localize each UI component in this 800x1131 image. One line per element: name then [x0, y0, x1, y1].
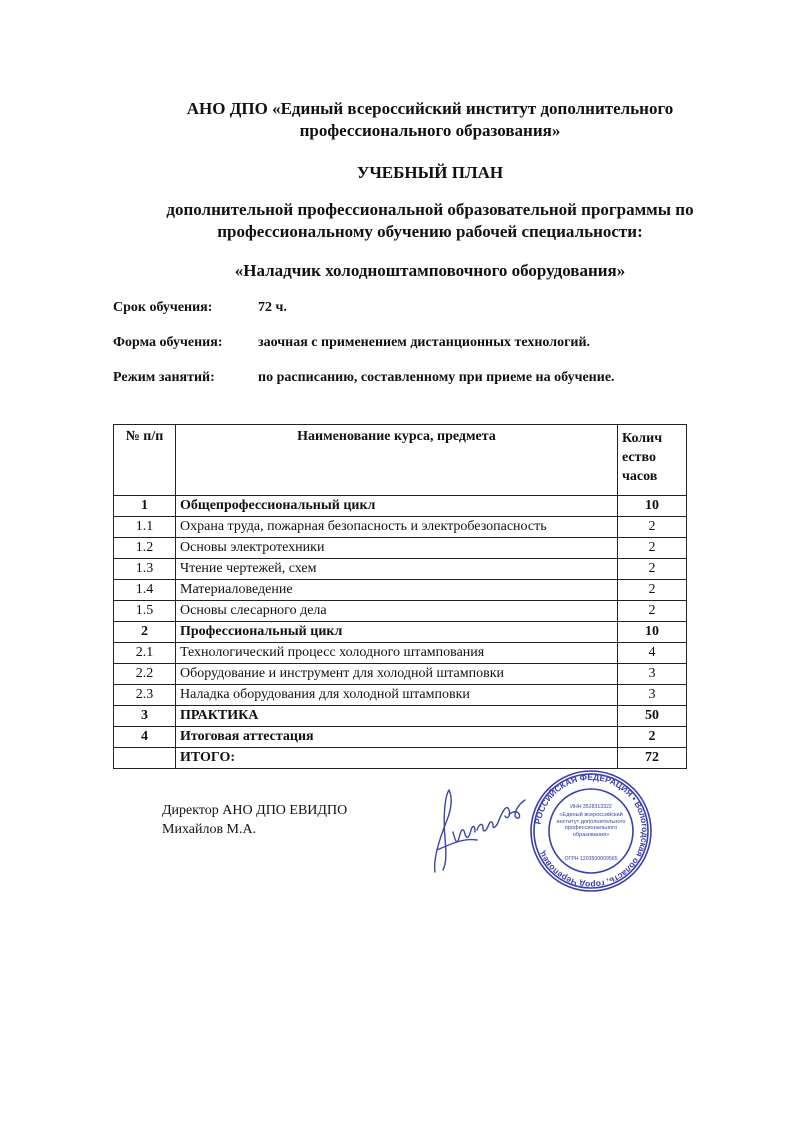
header-num: № п/п [114, 425, 176, 496]
row-hours: 4 [618, 643, 687, 664]
table-row [114, 496, 687, 517]
row-num [114, 748, 176, 769]
row-name: Чтение чертежей, схем [176, 559, 618, 580]
director-name: Михайлов М.А. [162, 822, 257, 837]
stamp-outer-text: РОССИЙСКАЯ ФЕДЕРАЦИЯ • Вологодская область, город Череповец [532, 771, 651, 891]
table-row [114, 706, 687, 727]
curriculum-table [113, 424, 687, 769]
form-value: заочная с применением дистанционных технологий. [258, 335, 591, 350]
handwritten-signature [425, 780, 545, 880]
row-hours: 2 [618, 538, 687, 559]
row-num: 2.3 [114, 685, 176, 706]
form-label: Форма обучения: [113, 335, 223, 350]
row-hours: 2 [618, 517, 687, 538]
row-num: 2.1 [114, 643, 176, 664]
duration-value: 72 ч. [258, 300, 287, 315]
schedule-value: по расписанию, составленному при приеме на обучение. [258, 370, 615, 385]
row-num: 2 [114, 622, 176, 643]
row-name: Оборудование и инструмент для холодной штамповки [176, 664, 618, 685]
director-position: Директор АНО ДПО ЕВИДПО [162, 803, 348, 818]
table-row [114, 664, 687, 685]
row-name: Основы электротехники [176, 538, 618, 559]
row-num: 1.1 [114, 517, 176, 538]
row-num: 1.3 [114, 559, 176, 580]
organization-title: АНО ДПО «Единый всероссийский институт дополнительного профессионального образования» [186, 99, 674, 140]
table-row [114, 559, 687, 580]
stamp-ogrn: ОГРН 1203500009565 [564, 856, 618, 862]
stamp-inner-text: «Единый всероссийский институт дополнительного профессионального образования» [556, 812, 626, 838]
duration-label: Срок обучения: [113, 300, 213, 315]
signature-block [162, 801, 347, 839]
header-name: Наименование курса, предмета [176, 425, 618, 496]
plan-title: УЧЕБНЫЙ ПЛАН [356, 163, 504, 182]
row-num: 1.2 [114, 538, 176, 559]
row-num: 2.2 [114, 664, 176, 685]
row-name: Общепрофессиональный цикл [176, 496, 618, 517]
row-name: Охрана труда, пожарная безопасность и электробезопасность [176, 517, 618, 538]
table-header-row [114, 425, 687, 496]
table-row [114, 727, 687, 748]
table-row [114, 601, 687, 622]
header-hours: Колич ество часов [618, 425, 687, 496]
row-name: Технологический процесс холодного штампования [176, 643, 618, 664]
row-hours: 10 [618, 496, 687, 517]
row-name: Профессиональный цикл [176, 622, 618, 643]
row-hours: 3 [618, 664, 687, 685]
row-num: 3 [114, 706, 176, 727]
table-row [114, 517, 687, 538]
table-row [114, 538, 687, 559]
row-hours: 10 [618, 622, 687, 643]
row-num: 1 [114, 496, 176, 517]
row-hours: 2 [618, 580, 687, 601]
row-hours: 72 [618, 748, 687, 769]
program-description: дополнительной профессиональной образовательной программы по профессиональному обучению рабочей специальности: [166, 200, 694, 241]
table-row [114, 580, 687, 601]
row-name: ИТОГО: [176, 748, 618, 769]
stamp-inn: ИНН 3528313322 [570, 804, 612, 810]
row-hours: 2 [618, 727, 687, 748]
table-body [114, 496, 687, 769]
row-hours: 2 [618, 601, 687, 622]
row-num: 1.5 [114, 601, 176, 622]
row-num: 1.4 [114, 580, 176, 601]
row-name: Итоговая аттестация [176, 727, 618, 748]
schedule-label: Режим занятий: [113, 370, 215, 385]
table-row [114, 685, 687, 706]
program-name: «Наладчик холодноштамповочного оборудования» [234, 261, 626, 280]
row-hours: 2 [618, 559, 687, 580]
row-num: 4 [114, 727, 176, 748]
row-hours: 50 [618, 706, 687, 727]
row-name: Наладка оборудования для холодной штамповки [176, 685, 618, 706]
table-row [114, 748, 687, 769]
row-name: Материаловедение [176, 580, 618, 601]
row-name: ПРАКТИКА [176, 706, 618, 727]
table-row [114, 643, 687, 664]
organization-stamp [528, 768, 654, 894]
row-hours: 3 [618, 685, 687, 706]
row-name: Основы слесарного дела [176, 601, 618, 622]
table-row [114, 622, 687, 643]
